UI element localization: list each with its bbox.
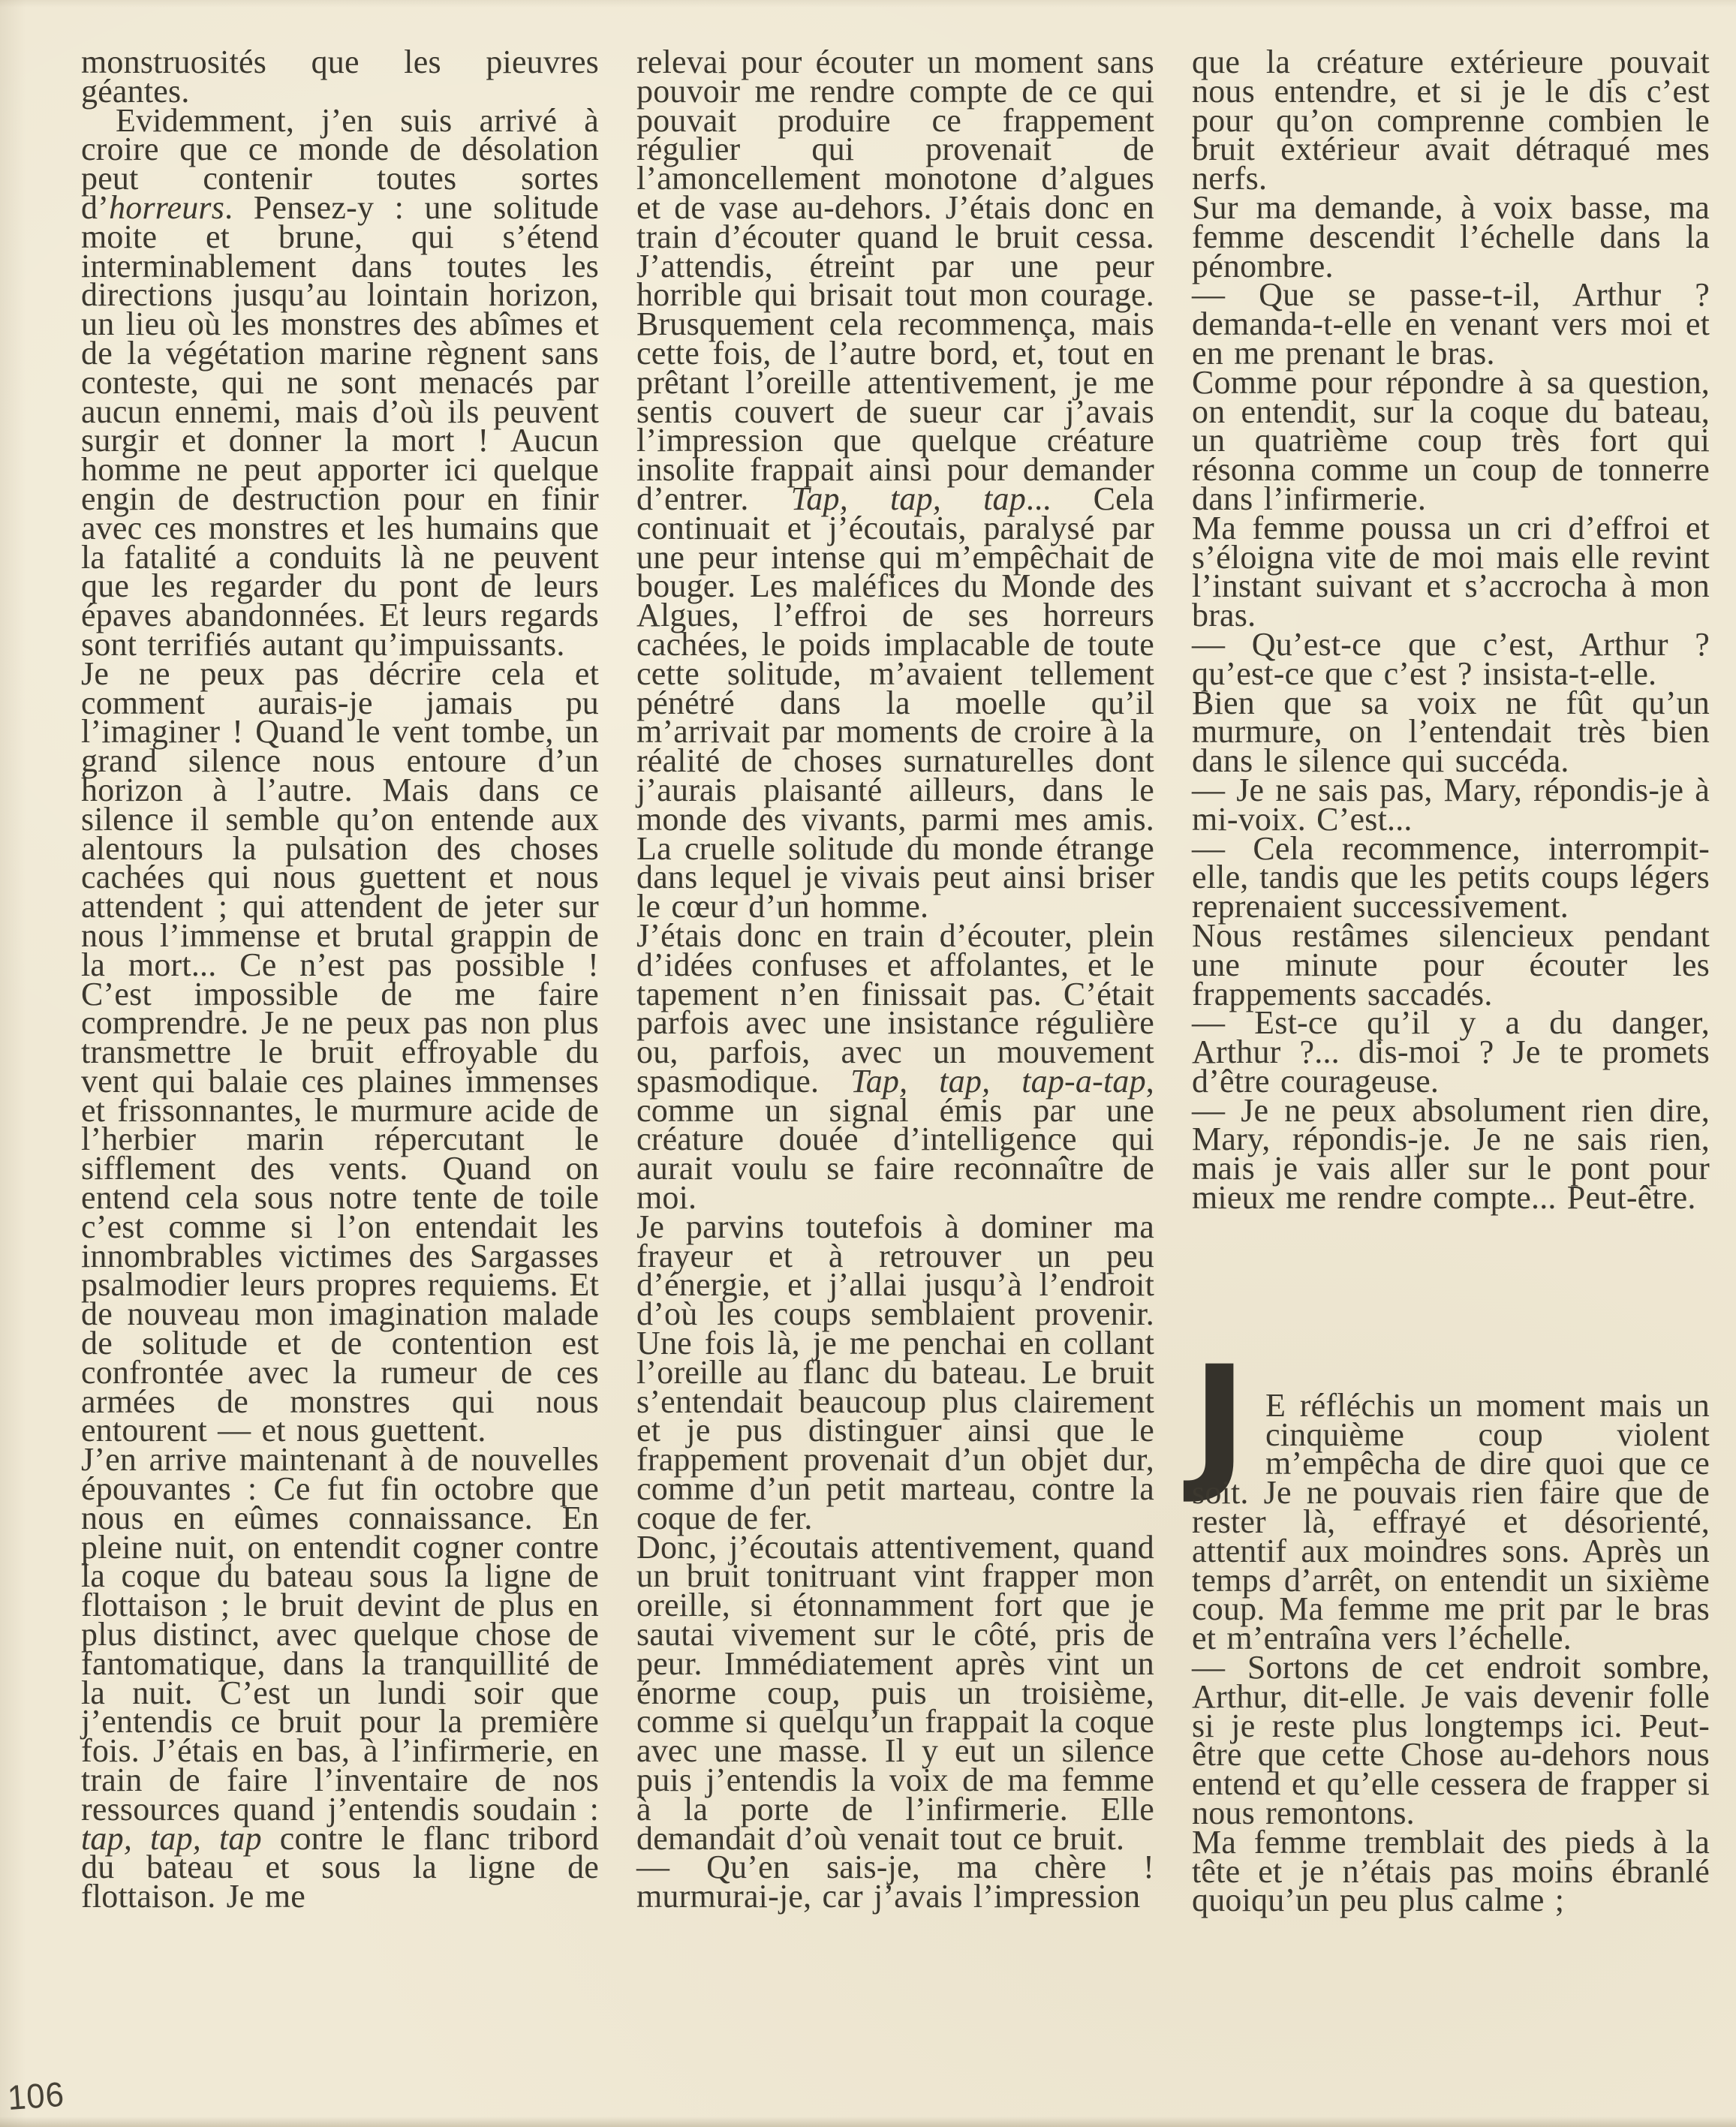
text-run: que la créature extérieure pouvait nous entendre, et si je le dis c’est pour qu’on comprenne combien le bruit extérieur avait détraqué mes nerfs. <box>1192 44 1710 197</box>
text-run: contre le flanc tribord du bateau et sous la ligne de flottaison. Je me <box>81 1819 599 1915</box>
text-run: — Sortons de cet endroit sombre, Arthur, dit-elle. Je vais devenir folle si je reste plus longtemps ici. Peut-être que cette Chose au-dehors nous entend et qu’elle cessera de frapper si nous remontons. <box>1192 1649 1710 1832</box>
paragraph <box>1192 363 1710 517</box>
paragraph <box>1192 771 1710 838</box>
italic-phrase: horreurs <box>109 188 225 226</box>
text-run: Bien que sa voix ne fût qu’un murmure, on l’entendait très bien dans le silence qui succéda. <box>1192 684 1710 780</box>
text-run: — Je ne sais pas, Mary, répondis-je à mi-voix. C’est... <box>1192 771 1710 838</box>
text-run: ... Cela continuait et j’écoutais, paralysé par une peur intense qui m’empêchait de bouger. Les maléfices du Monde des Algues, l’effroi de ses horreurs cachées, le poids implacable de toute cette solitude, m’avaient tellement pénétré dans la moelle qu’il m’arrivait par moments de croire à la réalité de choses surnaturelles dont j’aurais plaisanté ailleurs, dans le monde des vivants, parmi mes amis. La cruelle solitude du monde étrange dans lequel je vivais peut ainsi briser le cœur d’un homme. <box>636 480 1155 925</box>
paragraph <box>1192 625 1710 692</box>
text-run: Ma femme poussa un cri d’effroi et s’éloigna vite de moi mais elle revint l’instant suivant et s’accrocha à mon bras. <box>1192 509 1710 634</box>
paragraph <box>1192 829 1710 925</box>
paragraph <box>1192 1004 1710 1100</box>
text-run: relevai pour écouter un moment sans pouvoir me rendre compte de ce qui pouvait produire ce frappement régulier qui provenait de l’amoncellement monotone d’algues et de vase au-dehors. J’étais donc en train d’écouter quand le bruit cessa. J’attendis, étreint par une peur horrible qui brisait tout mon courage. Brusquement cela recommença, mais cette fois, de l’autre bord, et, tout en prêtant l’oreille attentivement, je me sentis couvert de sueur car j’avais l’impression que quelque créature insolite frappait ainsi pour demander d’entrer. <box>636 44 1154 517</box>
drop-cap-paragraph <box>1192 1333 1710 1657</box>
text-run: , comme un signal émis par une créature douée d’intelligence qui aurait voulu se faire reconnaître de moi. <box>636 1062 1154 1217</box>
paragraph <box>81 44 599 110</box>
italic-phrase: Tap, tap, tap-a-tap <box>850 1062 1146 1100</box>
text-column-3 <box>1192 44 1710 1919</box>
paragraph <box>81 101 599 663</box>
text-run: monstruosités que les pieuvres géantes. <box>81 44 599 110</box>
text-run: Sur ma demande, à voix basse, ma femme descendit l’échelle dans la pénombre. <box>1192 188 1710 284</box>
text-column-2 <box>636 44 1155 1915</box>
paragraph <box>636 916 1154 1217</box>
text-run: J’étais donc en train d’écouter, plein d’idées confuses et affolantes, et le tapement n’en finissait pas. C’était parfois avec une insistance régulière ou, parfois, avec un mouvement spasmodique. <box>636 916 1154 1100</box>
paragraph <box>636 44 1155 925</box>
text-run: Donc, j’écoutais attentivement, quand un bruit tonitruant vint frapper mon oreille, si étonnamment fort que je sautai vivement sur le côté, pris de peur. Immédiatement après vint un énorme coup, puis un troisième, comme si quelqu’un frappait la coque avec une masse. Il y eut un silence puis j’entendis la voix de ma femme à la porte de l’infirmerie. Elle demandait d’où venait tout ce bruit. <box>636 1528 1154 1857</box>
paragraph <box>1192 509 1710 634</box>
text-run: Je ne peux pas décrire cela et comment aurais-je jamais pu l’imaginer ! Quand le vent tombe, un grand silence nous entoure d’un horizon à l’autre. Mais dans ce silence il semble qu’on entende aux alentours la pulsation des choses cachées qui nous guettent et nous attendent ; qui attendent de jeter sur nous l’immense et brutal grappin de la mort... Ce n’est pas possible ! C’est impossible de me faire comprendre. Je ne peux pas non plus transmettre le bruit effroyable du vent qui balaie ces plaines immenses et frissonnantes, le murmure acide de l’herbier marin répercutant le sifflement des vents. Quand on entend cela sous notre tente de toile c’est comme si l’on entendait les innombrables victimes des Sargasses psalmodier leurs propres requiems. Et de nouveau mon imagination malade de solitude et de contention est confrontée avec la rumeur de ces armées de monstres qui nous entourent — et nous guettent. <box>81 654 599 1449</box>
text-run: Nous restâmes silencieux pendant une minute pour écouter les frappements saccadés. <box>1192 916 1710 1012</box>
page-number: 106 <box>6 2074 66 2118</box>
text-run: J’en arrive maintenant à de nouvelles épouvantes : Ce fut fin octobre que nous en eûmes connaissance. En pleine nuit, on entendit cogner contre la coque du bateau sous la ligne de flottaison ; le bruit devint de plus en plus distinct, avec quelque chose de fantomatique, dans la tranquillité de la nuit. C’est un lundi soir que j’entendis ce bruit pour la première fois. J’étais en bas, à l’infirmerie, en train de faire l’inventaire de nos ressources quand j’entendis soudain : <box>81 1441 599 1828</box>
paragraph <box>636 1528 1154 1857</box>
text-run: — Qu’en sais-je, ma chère ! murmurai-je, car j’avais l’impression <box>636 1849 1154 1915</box>
paragraph <box>1192 44 1710 197</box>
paragraph <box>1192 684 1710 780</box>
text-run: — Que se passe-t-il, Arthur ? demanda-t-elle en venant vers moi et en me prenant le bras. <box>1192 276 1710 372</box>
paragraph <box>1192 1091 1710 1217</box>
paragraph <box>636 1208 1154 1536</box>
text-run: Comme pour répondre à sa question, on entendit, sur la coque du bateau, un quatrième coup très fort qui résonna comme un coup de tonnerre dans l’infirmerie. <box>1192 363 1710 517</box>
text-run: E réfléchis un moment mais un cinquième coup violent m’empêcha de dire quoi que ce soit. Je ne pouvais rien faire que de rester là, effrayé et désorienté, attentif aux moindres sons. Après un temps d’arrêt, on entendit un sixième coup. Ma femme me prit par le bras et m’entraîna vers l’échelle. <box>1192 1386 1710 1657</box>
text-run: Je parvins toutefois à dominer ma frayeur et à retrouver un peu d’énergie, et j’allai jusqu’à l’endroit d’où les coups semblaient provenir. Une fois là, je me penchai en collant l’oreille au flanc du bateau. Le bruit s’entendait beaucoup plus clairement et je pus distinguer ainsi que le frappement provenait d’un objet dur, comme d’un petit marteau, contre la coque de fer. <box>636 1208 1154 1536</box>
paragraph <box>1192 188 1710 284</box>
paragraph <box>1192 1649 1710 1832</box>
text-run: — Je ne peux absolument rien dire, Mary, répondis-je. Je ne sais rien, mais je vais aller sur le pont pour mieux me rendre compte... Peut-être. <box>1192 1091 1710 1217</box>
paragraph <box>81 654 599 1449</box>
drop-cap-letter: J <box>1192 1333 1247 1507</box>
paragraph <box>1192 1823 1710 1919</box>
paragraph <box>636 1849 1154 1915</box>
paragraph <box>1192 916 1710 1012</box>
text-run: — Cela recommence, interrompit-elle, tandis que les petits coups légers reprenaient successivement. <box>1192 829 1710 925</box>
text-run: Ma femme tremblait des pieds à la tête et je n’étais pas moins ébranlé quoiqu’un peu plus calme ; <box>1192 1823 1710 1919</box>
text-run: Evidemment, j’en suis arrivé à croire que ce monde de désolation peut contenir toutes sortes d’ <box>81 101 599 226</box>
paragraph <box>1192 276 1710 372</box>
text-run: — Est-ce qu’il y a du danger, Arthur ?... dis-moi ? Je te promets d’être courageuse. <box>1192 1004 1710 1100</box>
italic-phrase: Tap, tap, tap <box>790 480 1026 517</box>
paragraph <box>81 1441 599 1915</box>
text-column-1 <box>81 44 599 1915</box>
text-run: . Pensez-y : une solitude moite et brune, qui s’étend interminablement dans toutes les directions jusqu’au lointain horizon, un lieu où les monstres des abîmes et de la végétation marine règnent sans conteste, qui ne sont menacés par aucun ennemi, mais d’où ils peuvent surgir et donner la mort ! Aucun homme ne peut apporter ici quelque engin de destruction pour en finir avec ces monstres et les humains que la fatalité a conduits là ne peuvent que les regarder du pont de leurs épaves abandonnées. Et leurs regards sont terrifiés autant qu’impuissants. <box>81 188 599 663</box>
text-run: — Qu’est-ce que c’est, Arthur ? qu’est-ce que c’est ? insista-t-elle. <box>1192 625 1710 692</box>
italic-phrase: tap, tap, tap <box>81 1819 262 1857</box>
